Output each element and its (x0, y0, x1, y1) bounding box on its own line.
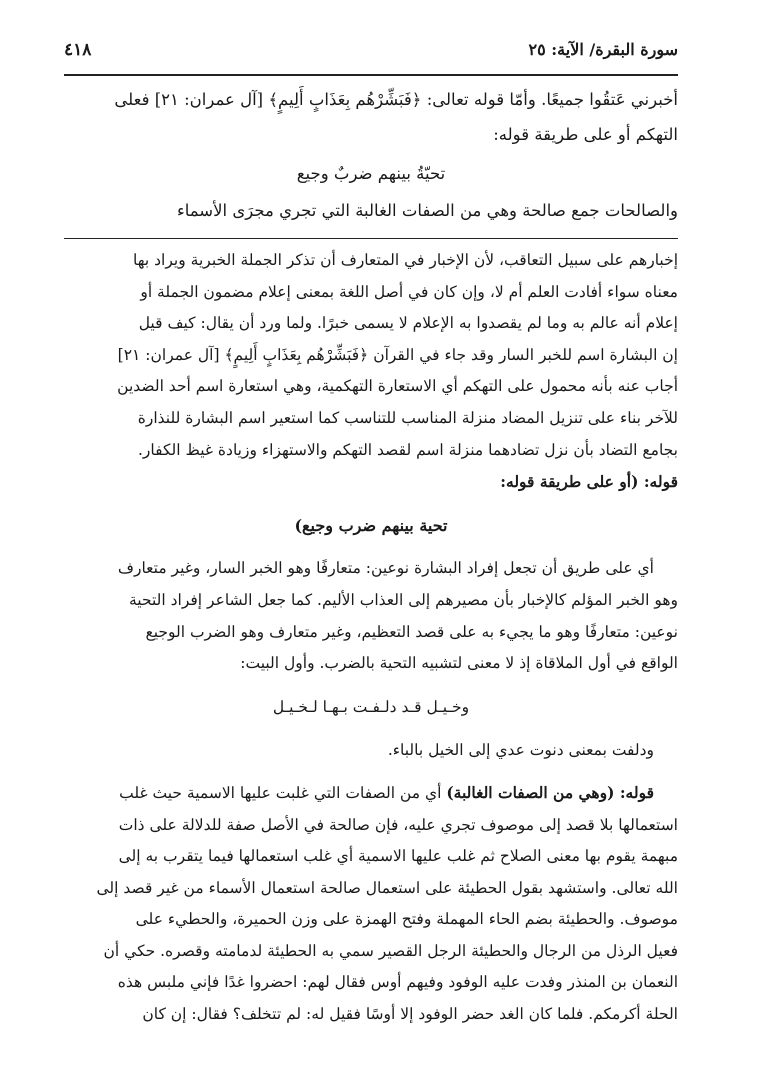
commentary-line: إن البشارة اسم للخبر السار وقد جاء في القرآن ﴿فَبَشِّرْهُم بِعَذَابٍ أَلِيمٍ﴾ [آل عمران: ٢١] (117, 345, 678, 364)
spacer (64, 767, 678, 777)
commentary-line: معناه سواء أفادت العلم أم لا، وإن كان في أصل اللغة بمعنى إعلام مضمون الجملة أو (140, 282, 678, 301)
commentary-line: استعمالها بلا قصد إلى موصوف تجري عليه، فإن صالحة في الأصل صفة للدلالة على ذات (118, 815, 678, 834)
commentary-line: إخبارهم على سبيل التعاقب، لأن الإخبار في المتعارف أن تذكر الجملة الخبرية ويراد بها (133, 251, 678, 269)
main-line: التهكم أو على طريقة قوله: (493, 125, 678, 144)
page-header (64, 40, 678, 74)
section-divider (64, 238, 678, 239)
commentary-label: قوله: (وهي من الصفات الغالبة) (446, 782, 654, 802)
commentary-line: فعيل الرذل من الرجال والحطيئة الرجل القصير سمي به الحطيئة لدمامته وقصره. حكي أن (103, 941, 678, 960)
commentary-line: ودلفت بمعنى دنوت عدي إلى الخيل بالباء. (387, 741, 654, 760)
surah-title: سورة البقرة/ الآية: ٢٥ (528, 40, 678, 59)
commentary-line: النعمان بن المنذر وفدت عليه الوفود وفيهم أوس فقال لهم: احضروا غدًا فإني ملبس هذه (117, 973, 678, 992)
main-verse: تحيّةُ بينهم ضربٌ وجيع (296, 164, 446, 183)
commentary-line: مبهمة يقوم بها معنى الصلاح ثم غلب عليها الاسمية أي غلب استعمالها فيما يتقرب به إلى (118, 847, 678, 866)
main-line: أخبرني عَتقُوا جميعًا. وأمّا قوله تعالى: ﴿فَبَشِّرْهُم بِعَذَابٍ أَلِيمٍ﴾ [آل عمران: ٢١] فعلى (114, 90, 678, 109)
book-page (64, 40, 678, 1031)
commentary-line: للآخر بناء على تنزيل المضاد منزلة المناسب للتناسب كما استعير اسم البشارة للنذارة (137, 408, 678, 427)
commentary-line: الحلة أكرمكم. فلما كان الغد حضر الوفود إلا أوسًا فقيل له: لم تتخلف؟ فقال: إن كان (142, 1005, 678, 1024)
page-number: ٤١٨ (64, 40, 92, 60)
commentary-line: بجامع التضاد بأن نزل تضادهما منزلة اسم لقصد التهكم والاستهزاء وزيادة غيظ الكفار. (138, 440, 678, 459)
header-rule (64, 74, 678, 76)
commentary-line: أي على طريق أن تجعل إفراد البشارة نوعين: متعارفًا وهو الخبر السار، وغير متعارف (117, 559, 654, 578)
poem-line: وخـيـل قـد دلـفـت بـهـا لـخـيـل (272, 697, 470, 716)
commentary-label: قوله: (أو على طريقة قوله: (500, 472, 678, 492)
verse-heading: تحية بينهم ضرب وجيع) (294, 515, 448, 535)
main-line: والصالحات جمع صالحة وهي من الصفات الغالبة التي تجري مجرَى الأسماء (176, 201, 678, 220)
commentary-line: الواقع في أول الملاقاة إذ لا معنى لتشبيه التحية بالضرب. وأول البيت: (240, 654, 678, 673)
main-text (64, 82, 678, 228)
commentary-line: أجاب عنه بأنه محمول على التهكم أي الاستعارة التهكمية، وهي استعارة اسم أحد الضدين (117, 377, 678, 396)
commentary-text: أي من الصفات التي غلبت عليها الاسمية حيث غلب (119, 783, 447, 802)
commentary-line: نوعين: متعارفًا وهو ما يجيء به على قصد التعظيم، وغير متعارف وهو الضرب الوجيع (145, 622, 678, 641)
commentary-line: وهو الخبر المؤلم كالإخبار بأن مصيرهم إلى العذاب الأليم. كما جعل الشاعر إفراد التحية (128, 590, 678, 609)
commentary-line: موصوف. والحطيئة بضم الحاء المهملة وفتح الهمزة على وزن الحميرة، والحطيء على (135, 910, 678, 929)
commentary-line (64, 777, 678, 810)
commentary-line: إعلام أنه عالم به وما لم يقصدوا به الإعلام لا يسمى خبرًا. ولما ورد أن يقال: كيف قيل (138, 314, 678, 333)
commentary (64, 245, 678, 1031)
commentary-line: الله تعالى. واستشهد بقول الحطيئة على استعمال صالحة استعمال الأسماء من غير قصد إلى (96, 878, 678, 897)
